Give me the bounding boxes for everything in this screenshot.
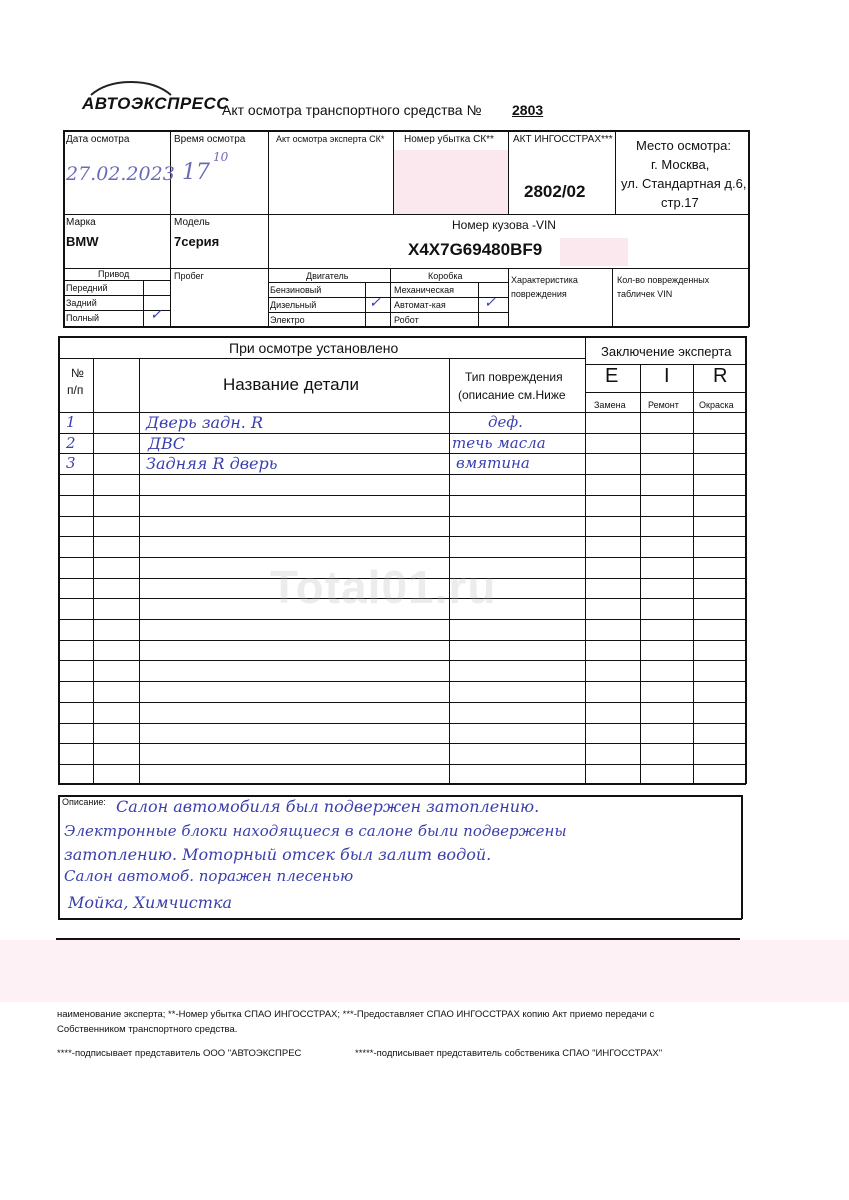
table-row-line — [58, 536, 746, 537]
row-3-num: 3 — [66, 454, 76, 472]
row-1-part: Дверь задн. R — [146, 413, 263, 432]
document-number: 2803 — [512, 102, 544, 118]
table-row-line — [58, 619, 746, 620]
table-row-line — [58, 743, 746, 744]
table-row-line — [58, 640, 746, 641]
table-row-line — [58, 660, 746, 661]
drive-full-check-icon: ✓ — [150, 307, 162, 323]
table-row-line — [58, 681, 746, 682]
company-logo: АВТОЭКСПРЕСС — [82, 94, 230, 113]
table-row-line — [58, 557, 746, 558]
place-label: Место осмотра: — [636, 138, 731, 153]
table-row-line — [58, 723, 746, 724]
model-value: 7серия — [174, 234, 220, 249]
expert-act-label: Акт осмотра эксперта СК* — [276, 134, 385, 144]
drive-rear: Задний — [66, 298, 97, 308]
place-city: г. Москва, — [651, 157, 710, 172]
time-label: Время осмотра — [174, 134, 246, 145]
engine-petrol: Бензиновый — [270, 285, 322, 295]
gearbox-auto-check-icon: ✓ — [484, 295, 496, 311]
date-label: Дата осмотра — [66, 134, 130, 145]
ingos-act-value: 2802/02 — [524, 182, 586, 201]
footer-note-1: наименование эксперта; **-Номер убытка СПАО ИНГОССТРАХ; ***-Предоставляет СПАО ИНГОССТРАХ копию Акт приемо передачи с — [57, 1009, 655, 1020]
engine-electro: Электро — [270, 315, 305, 325]
description-line-5: Мойка, Химчистка — [68, 893, 233, 912]
table-row-line — [58, 702, 746, 703]
col-r-header: R — [713, 365, 728, 387]
make-value: BMW — [66, 234, 99, 249]
watermark: Total01.ru — [270, 561, 497, 613]
description-line-1: Салон автомобиля был подвержен затоплению. — [116, 797, 540, 816]
row-3-part: Задняя R дверь — [146, 454, 278, 473]
loss-number-label: Номер убытка СК** — [404, 134, 494, 145]
date-value: 27.02.2023 — [66, 163, 175, 185]
conclusion-title: Заключение эксперта — [601, 344, 732, 359]
drive-full: Полный — [66, 313, 99, 323]
place-building: стр.17 — [661, 195, 699, 210]
drive-label: Привод — [98, 269, 130, 279]
row-2-part: ДВС — [148, 434, 186, 453]
col-e-header: E — [605, 365, 619, 387]
ingos-act-label: АКТ ИНГОССТРАХ*** — [513, 134, 613, 145]
col-i-header: I — [664, 365, 670, 387]
row-3-damage: вмятина — [456, 454, 530, 472]
time-minutes: 10 — [213, 150, 229, 164]
description-label: Описание: — [62, 797, 106, 807]
table-row-line — [58, 495, 746, 496]
gearbox-manual: Механическая — [394, 285, 455, 295]
engine-diesel: Дизельный — [270, 300, 317, 310]
mileage-label: Пробег — [174, 271, 204, 281]
col-replace-header: Замена — [594, 400, 626, 410]
vin-label: Номер кузова -VIN — [452, 218, 556, 232]
make-label: Марка — [66, 217, 96, 228]
damage-type-subheader: (описание см.Ниже — [458, 388, 566, 402]
description-line-2: Электронные блоки находящиеся в салоне были подвержены — [64, 822, 567, 840]
document-title: Акт осмотра транспортного средства № — [222, 102, 482, 118]
col-repair-header: Ремонт — [648, 400, 679, 410]
engine-diesel-check-icon: ✓ — [369, 295, 381, 311]
table-row-line — [58, 474, 746, 475]
table-row-line — [58, 764, 746, 765]
row-2-damage: течь масла — [452, 434, 546, 452]
table-row-line — [58, 516, 746, 517]
gearbox-auto: Автомат-кая — [394, 300, 446, 310]
inspection-section-title: При осмотре установлено — [229, 340, 399, 356]
vin-plates-label: Кол-во поврежденных табличек VIN — [617, 275, 710, 299]
row-1-num: 1 — [66, 413, 76, 431]
footer-signature-left: ****-подписывает представитель ООО "АВТОЭКСПРЕС — [57, 1048, 302, 1059]
num-sub-label: п/п — [67, 383, 84, 397]
description-line-3: затоплению. Моторный отсек был залит водой. — [64, 845, 492, 864]
part-name-header: Название детали — [223, 375, 359, 394]
description-line-4: Салон автомоб. поражен плесенью — [64, 867, 354, 885]
time-value: 17 — [182, 160, 210, 185]
damage-characteristic-label: Характеристика повреждения — [511, 275, 578, 299]
row-2-num: 2 — [66, 434, 76, 452]
row-1-damage: деф. — [488, 413, 523, 431]
num-label: № — [71, 366, 84, 380]
footer-signature-right: *****-подписывает представитель собственика СПАО "ИНГОССТРАХ" — [355, 1048, 663, 1059]
gearbox-robot: Робот — [394, 315, 419, 325]
damage-type-header: Тип повреждения — [465, 370, 563, 384]
vin-value: X4X7G69480BF9 — [408, 240, 543, 259]
place-street: ул. Стандартная д.6, — [621, 176, 747, 191]
col-paint-header: Окраска — [699, 400, 734, 410]
gearbox-label: Коробка — [428, 271, 463, 281]
model-label: Модель — [174, 217, 210, 228]
drive-front: Передний — [66, 283, 108, 293]
footer-note-2: Собственником транспортного средства. — [57, 1024, 238, 1035]
engine-label: Двигатель — [306, 271, 349, 281]
